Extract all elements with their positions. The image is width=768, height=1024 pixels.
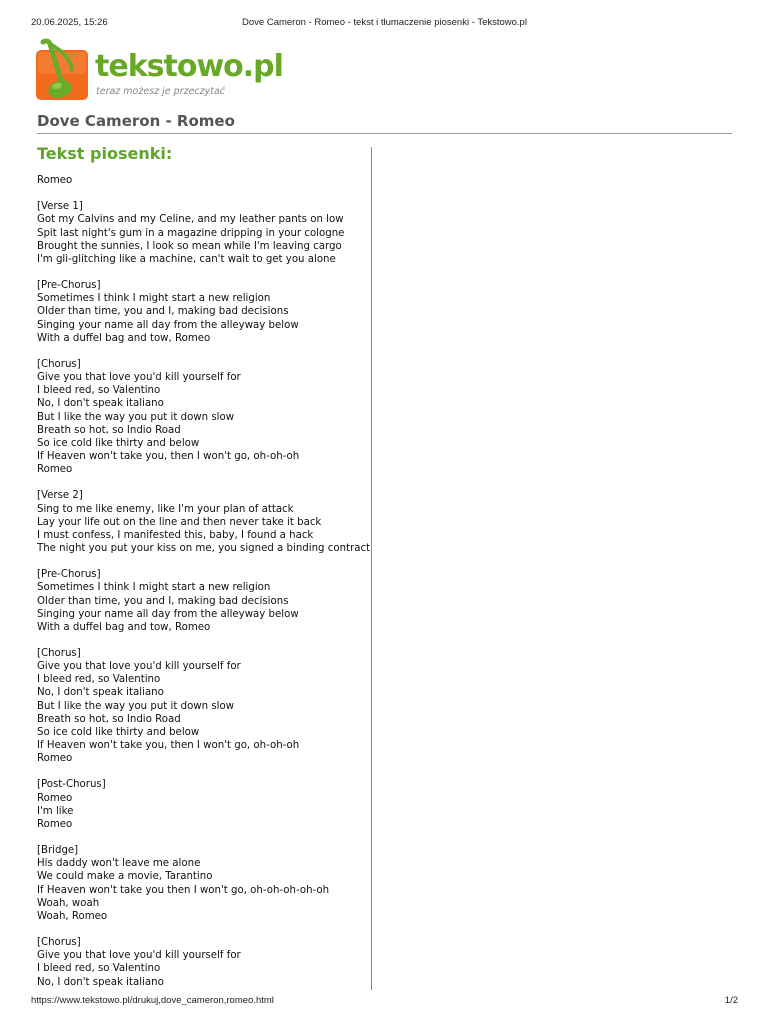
site-logo-text: tekstowo.pl <box>95 49 283 84</box>
lyric-line: I bleed red, so Valentino <box>37 963 161 975</box>
site-logo-tagline: teraz możesz je przeczytać <box>96 86 226 97</box>
lyric-line: No, I don't speak italiano <box>37 398 164 410</box>
lyric-line: Sometimes I think I might start a new religion <box>37 582 271 594</box>
lyric-blank-line <box>37 345 367 358</box>
lyric-line: Give you that love you'd kill yourself for <box>37 661 241 673</box>
lyric-line: I'm gli-glitching like a machine, can't wait to get you alone <box>37 253 336 265</box>
lyric-line: Sing to me like enemy, like I'm your plan of attack <box>37 503 294 515</box>
song-title: Dove Cameron - Romeo <box>37 112 235 130</box>
lyric-line: With a duffel bag and tow, Romeo <box>37 332 211 344</box>
lyric-line: [Pre-Chorus] <box>37 569 101 581</box>
lyric-line: [Bridge] <box>37 845 79 857</box>
lyric-blank-line <box>37 765 367 778</box>
lyric-line: [Chorus] <box>37 648 81 660</box>
lyric-line: Romeo <box>37 175 73 186</box>
lyric-line: Lay your life out on the line and then never take it back <box>37 516 322 528</box>
lyric-line: So ice cold like thirty and below <box>37 726 200 738</box>
lyric-line: Breath so hot, so Indio Road <box>37 713 181 725</box>
music-note-logo-icon <box>36 38 90 102</box>
column-divider <box>371 147 372 990</box>
lyric-line: Romeo <box>37 792 73 804</box>
print-datetime: 20.06.2025, 15:26 <box>31 17 108 28</box>
lyric-line: If Heaven won't take you, then I won't go, oh-oh-oh <box>37 450 300 462</box>
lyric-line: I bleed red, so Valentino <box>37 385 161 397</box>
lyric-blank-line <box>37 634 367 647</box>
lyrics-body <box>37 174 371 989</box>
lyric-line: Spit last night's gum in a magazine dripping in your cologne <box>37 227 345 239</box>
lyric-line: I'm like <box>37 805 74 817</box>
lyric-blank-line <box>37 555 367 568</box>
lyric-line: Sometimes I think I might start a new religion <box>37 293 271 305</box>
lyric-line: Romeo <box>37 753 73 765</box>
site-logo[interactable] <box>36 38 283 102</box>
lyric-line: Woah, woah <box>37 897 100 909</box>
lyrics-heading: Tekst piosenki: <box>37 144 173 163</box>
lyric-blank-line <box>37 187 367 200</box>
print-footer <box>31 995 738 1009</box>
lyric-line: Singing your name all day from the alleyway below <box>37 319 299 331</box>
lyric-line: We could make a movie, Tarantino <box>37 871 213 883</box>
lyric-line: His daddy won't leave me alone <box>37 858 201 870</box>
lyric-line: [Verse 1] <box>37 201 83 213</box>
lyric-line: But I like the way you put it down slow <box>37 411 235 423</box>
lyric-line: Older than time, you and I, making bad decisions <box>37 595 289 607</box>
lyric-line: I must confess, I manifested this, baby, I found a hack <box>37 529 314 541</box>
lyric-blank-line <box>37 476 367 489</box>
lyric-line: So ice cold like thirty and below <box>37 437 200 449</box>
lyric-line: [Post-Chorus] <box>37 779 106 791</box>
print-url: https://www.tekstowo.pl/drukuj,dove_cameron,romeo.html <box>31 995 274 1006</box>
print-header <box>31 17 738 31</box>
lyric-line: Breath so hot, so Indio Road <box>37 424 181 436</box>
print-document-title: Dove Cameron - Romeo - tekst i tłumaczenie piosenki - Tekstowo.pl <box>242 17 527 28</box>
lyric-line: The night you put your kiss on me, you signed a binding contract <box>37 542 371 554</box>
lyric-line: Brought the sunnies, I look so mean while I'm leaving cargo <box>37 240 342 252</box>
lyric-line: Older than time, you and I, making bad decisions <box>37 306 289 318</box>
lyric-line: No, I don't speak italiano <box>37 687 164 699</box>
lyric-line: [Verse 2] <box>37 490 83 502</box>
page-indicator: 1/2 <box>724 995 738 1006</box>
lyric-line: Give you that love you'd kill yourself for <box>37 950 241 962</box>
lyric-blank-line <box>37 831 367 844</box>
lyric-line: If Heaven won't take you then I won't go, oh-oh-oh-oh-oh <box>37 884 330 896</box>
lyric-line: [Chorus] <box>37 937 81 949</box>
lyric-line: Romeo <box>37 464 73 476</box>
lyric-line: Got my Calvins and my Celine, and my leather pants on low <box>37 214 344 226</box>
title-divider <box>37 133 732 134</box>
lyric-line: With a duffel bag and tow, Romeo <box>37 621 211 633</box>
lyric-line: Woah, Romeo <box>37 910 108 922</box>
lyric-line: Give you that love you'd kill yourself for <box>37 372 241 384</box>
lyric-line: I bleed red, so Valentino <box>37 674 161 686</box>
lyric-line: No, I don't speak italiano <box>37 976 164 988</box>
lyric-blank-line <box>37 266 367 279</box>
lyric-line: Romeo <box>37 818 73 830</box>
lyric-line: Singing your name all day from the alleyway below <box>37 608 299 620</box>
lyric-line: If Heaven won't take you, then I won't go, oh-oh-oh <box>37 740 300 752</box>
lyric-blank-line <box>37 923 367 936</box>
lyric-line: But I like the way you put it down slow <box>37 700 235 712</box>
lyric-line: [Chorus] <box>37 358 81 370</box>
lyric-line: [Pre-Chorus] <box>37 280 101 292</box>
